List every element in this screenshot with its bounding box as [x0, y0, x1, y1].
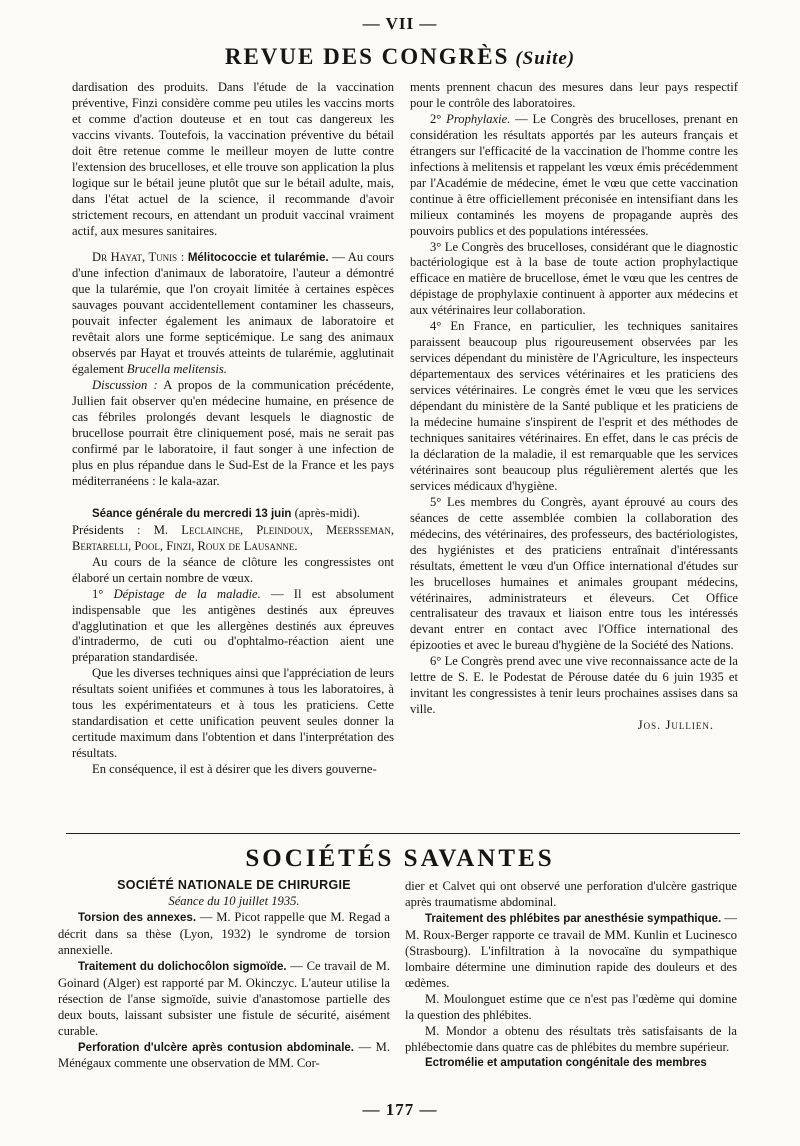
- paragraph: Au cours de la séance de clôture les congressistes ont élaboré un certain nombre de vœux.: [72, 554, 394, 585]
- signature: Jos. Jullien.: [637, 718, 714, 733]
- paragraph-dolichocolon: [58, 959, 390, 1040]
- paragraph: En conséquence, il est à désirer que les divers gouverne-: [92, 762, 377, 777]
- society-heading: SOCIÉTÉ NATIONALE DE CHIRURGIE: [117, 878, 351, 892]
- societes-title: SOCIÉTÉS SAVANTES: [245, 845, 555, 872]
- topic-title: Traitement du dolichocôlon sigmoïde.: [78, 960, 287, 973]
- paragraph: M. Moulonguet estime que ce n'est pas l'œdème qui domine la question des phlébites.: [405, 991, 737, 1022]
- seance-heading: Séance générale du mercredi 13 juin: [92, 507, 292, 520]
- paragraph-voeu-1: [72, 587, 394, 667]
- bottom-right-column: [405, 879, 737, 1099]
- species-name: Brucella melitensis.: [126, 362, 227, 377]
- section-title-text: REVUE DES CONGRÈS: [224, 44, 510, 69]
- paragraph-text: — Il est absolument indispensable que les antigènes destinés aux épreuves d'agglutination et que les allergènes destinés aux épreuves d'intradermo, de cuti ou d'ophtalmo-réaction aient une préparation standardisée.: [72, 586, 394, 665]
- paragraph-voeu-5: 5° Les membres du Congrès, ayant éprouvé au cours des séances de cette assemblée combien la collaboration des médecins, des vétérinaires, des professeurs, des bactériologistes, des hygiénistes et des praticiens entraînait d'intéressants résultats, émettent le vœu d'un Office international d'études sur les brucelloses humaines et animales groupant médecins, vétérinaires, administrateurs et éleveurs. Cet Office centralisateur des travaux et liaison entre tous les intéressés devant entrer en contact avec l'Office international des épizooties et avec le bureau d'hygiène de la Société des Nations.: [410, 494, 738, 653]
- paragraph-discussion: [72, 378, 394, 490]
- paragraph: M. Mondor a obtenu des résultats très satisfaisants de la phlébectomie dans quatre cas de phlébites du membre supérieur.: [405, 1023, 737, 1054]
- voeu-title: Dépistage de la maladie.: [113, 586, 261, 601]
- paragraph-text: — Au cours d'une infection d'animaux de laboratoire, l'auteur a démontré que la tularémie, que l'on croyait limitée à certaines espèces sauvages pouvant accidentellement contaminer les chasseurs, pouvait infecter également les animaux de laboratoire et revêtait alors une forme septicémique. Le sang des animaux observés par Hayat et trouvés atteints de tularémie, agglutinait également: [72, 249, 394, 377]
- page-roman-numeral: — VII —: [362, 14, 438, 33]
- paragraph-presidents: [72, 523, 394, 555]
- paragraph: Que les diverses techniques ainsi que l'appréciation de leurs résultats soient unifiées et communes à tous les laboratoires, à tous les expérimentateurs et à tous les praticiens. Cette standardisation et cette unification peuvent seules donner la certitude maximum dans l'obtention et dans l'interprétation des résultats.: [72, 666, 394, 761]
- paragraph-voeu-2: [410, 112, 738, 240]
- paragraph-phlebites: [405, 911, 737, 992]
- seance-date: Séance du 10 juillet 1935.: [168, 893, 300, 908]
- communication-title: Mélitococcie et tularémie.: [187, 251, 329, 264]
- section-title: [0, 44, 800, 70]
- paragraph-hayat: [72, 250, 394, 379]
- paragraph-text: — M. Ménégaux commente une observation de MM. Cor-: [58, 1039, 390, 1071]
- paragraph-voeu-3: 3° Le Congrès des brucelloses, considérant que le diagnostic bactériologique est à la base de toute action prophylactique efficace en matière de brucellose, émet le vœu que les centres de dépistage de prophylaxie continuent à apporter aux médecins et aux vétérinaires leur collaboration.: [410, 239, 738, 318]
- topic-title: Perforation d'ulcère après contusion abdominale.: [78, 1041, 354, 1054]
- presidents-names: M. Leclainche, Pleindoux, Meersseman, Bertarelli, Pool, Finzi, Roux de Lausanne.: [72, 522, 395, 553]
- bottom-left-column: [58, 878, 390, 1098]
- section-title-suite: (Suite): [515, 48, 576, 69]
- voeu-number: 2°: [430, 111, 442, 126]
- topic-title: Ectromélie et amputation congénitale des membres: [425, 1057, 707, 1070]
- topic-title: Traitement des phlébites par anesthésie sympathique.: [425, 912, 722, 925]
- voeu-number: 1°: [92, 586, 104, 601]
- paragraph-text: — M. Picot rappelle que M. Regad a décrit dans sa thèse (Lyon, 1932) le syndrome de torsion annexielle.: [58, 909, 391, 957]
- presidents-label: Présidents :: [72, 522, 141, 537]
- paragraph-seance: [72, 506, 394, 523]
- top-right-column: [410, 80, 738, 822]
- paragraph-perforation: [58, 1040, 390, 1073]
- paragraph: dier et Calvet qui ont observé une perforation d'ulcère gastrique après traumatisme abdominal.: [405, 879, 737, 909]
- paragraph-text: — M. Roux-Berger rapporte ce travail de MM. Kunlin et Lucinesco (Strasbourg). L'infiltration à la novocaïne du sympathique lombaire détermine une diminution rapide des douleurs et des œdèmes.: [405, 910, 737, 990]
- author: Dr Hayat, Tunis :: [92, 249, 185, 264]
- section-divider: [66, 833, 740, 834]
- paragraph-ectromelie: [405, 1055, 737, 1072]
- paragraph: ments prennent chacun des mesures dans leur pays respectif pour le contrôle des laboratoires.: [410, 80, 738, 110]
- discussion-label: Discussion :: [92, 378, 158, 393]
- voeu-title: Prophylaxie.: [446, 111, 511, 126]
- topic-title: Torsion des annexes.: [78, 911, 197, 924]
- paragraph-torsion: [58, 910, 390, 959]
- top-left-column: [72, 80, 394, 822]
- page-number: — 177 —: [362, 1100, 438, 1119]
- paragraph-text: — Le Congrès des brucelloses, prenant en considération les résultats apportés par les auteurs français et étrangers sur l'efficacité de la vaccination de l'homme contre les infections à melitensis et rappelant les vœux émis précédemment par l'Académie de médecine, émet le vœu que cette vaccination continue à être officiellement préconisée en intensifiant dans les milieux contaminés les moyens de propagande auprès des pouvoirs publics et des populations intéressées.: [410, 111, 738, 238]
- seance-time: (après-midi).: [294, 505, 360, 520]
- paragraph: dardisation des produits. Dans l'étude de la vaccination préventive, Finzi considère comme peu utiles les vaccins morts et comme d'action douteuse et en tout cas dangereux les vaccins vivants. Toutefois, la vaccination préventive du bétail doit être retenue comme le meilleur moyen de lutte contre l'extension des brucelloses, et elle trouve son application la plus logique sur le bétail jeune plutôt que sur le bétail adulte, mais, dans l'état actuel de la science, il recommande d'avoir strictement recours, en attendant un produit vaccinal vraiment actif, aux mesures sanitaires.: [72, 80, 394, 238]
- paragraph-voeu-4: 4° En France, en particulier, les techniques sanitaires paraissent beaucoup plus rigoureusement observées par les services dépendant du ministère de l'Agriculture, les inspecteurs départementaux des services vétérinaires et les praticiens des services vétérinaires. Le congrès émet le vœu que les services dépendant du ministère de la Santé publique et les praticiens de la médecine humaine s'inspirent de l'esprit et des méthodes de techniques sanitaires vétérinaires. En effet, dans le cas précis de la déclaration de la maladie, il est remarquable que les services vétérinaires sont beaucoup plus régulièrement alertés que les services médicaux d'hygiène.: [410, 319, 738, 493]
- paragraph-text: A propos de la communication précédente, Jullien fait observer qu'en médecine humaine, en présence de cas fébriles prolongés devant lesquels le diagnostic de brucellose pourrait être cliniquement posé, mais ne serait pas confirmé par le laboratoire, il faut songer à une infection de plus en plus répandue dans le Sud-Est de la France et les pays méditerranéens : le kala-azar.: [72, 378, 394, 488]
- paragraph-text: — Ce travail de M. Goinard (Alger) est rapporté par M. Okinczyc. L'auteur utilise la résection de l'anse sigmoïde, suivie d'anastomose partielle des deux bouts, laissant subsister une fistule de sécurité, aisément curable.: [58, 958, 390, 1038]
- paragraph-voeu-6: 6° Le Congrès prend avec une vive reconnaissance acte de la lettre de S. E. le Podestat de Pérouse datée du 6 juin 1935 et invitant les congressistes à tenir leurs prochaines assises dans sa ville.: [410, 654, 738, 717]
